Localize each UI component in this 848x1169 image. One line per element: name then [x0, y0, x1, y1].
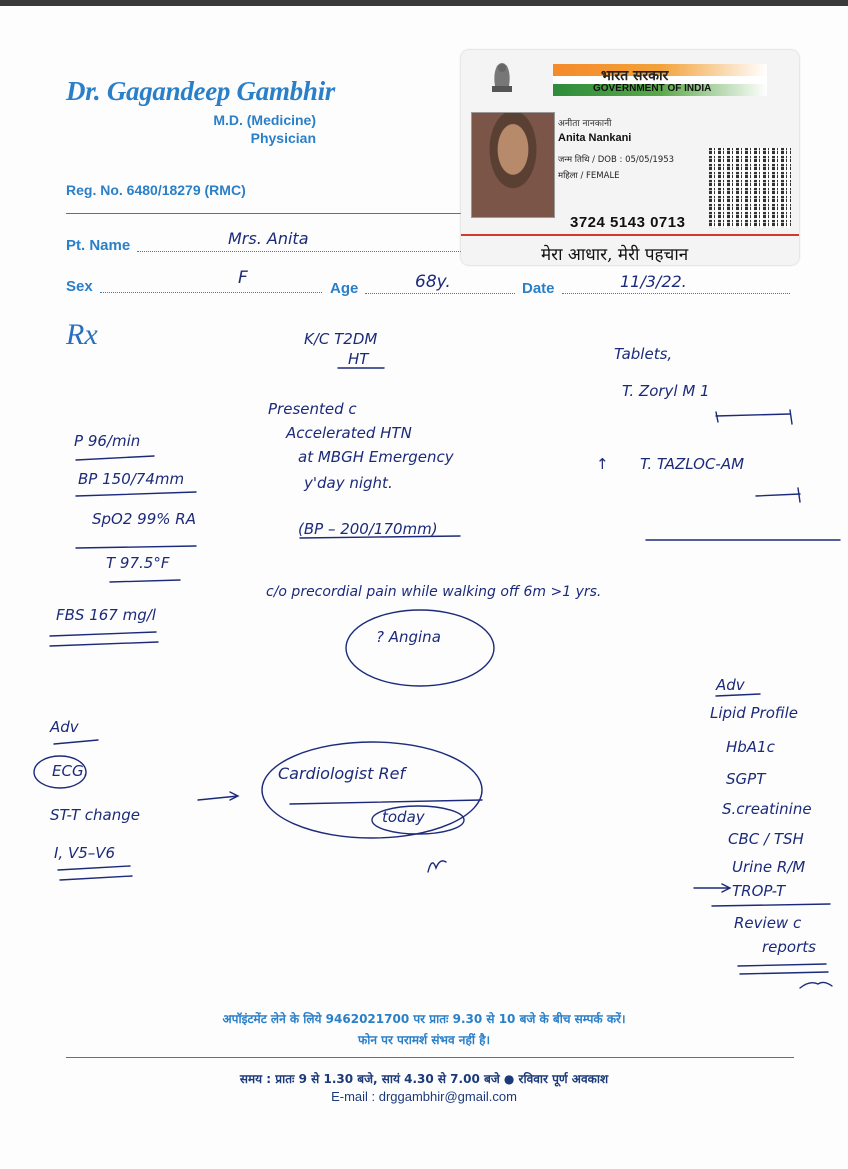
phone-note: फोन पर परामर्श संभव नहीं है। [357, 1033, 491, 1047]
adv-item-hba1c: HbA1c [726, 738, 775, 756]
vital-bp: BP 150/74mm [78, 470, 185, 488]
vital-temp: T 97.5°F [106, 554, 170, 572]
date-label: Date [522, 280, 555, 297]
aadhaar-number: 3724 5143 0713 [570, 214, 686, 231]
referral-today: today [382, 808, 425, 826]
temp-underline [110, 580, 180, 582]
adv-item-sgpt: SGPT [726, 770, 766, 788]
doctor-name: Dr. Gagandeep Gambhir [66, 76, 335, 106]
aadhaar-header: GOVERNMENT OF INDIA [593, 83, 712, 94]
fbs-underline-2 [50, 642, 158, 646]
referral-arrow-icon [198, 792, 238, 800]
adv-item-trop-t: TROP-T [732, 882, 786, 900]
patient-sex-value: F [238, 268, 248, 288]
ecg-findings-underline-2 [60, 876, 132, 880]
complaint-text: c/o precordial pain while walking off 6m >1 yrs. [266, 584, 602, 600]
pulse-underline [76, 456, 154, 460]
vital-spo2: SpO2 99% RA [92, 510, 196, 528]
holder-dob: जन्म तिथि / DOB : 05/05/1953 [558, 155, 675, 165]
footer-divider [66, 1057, 794, 1058]
rx-symbol: Rx [66, 318, 98, 351]
adv-item-lipid: Lipid Profile [710, 704, 798, 722]
cardiologist-referral: Cardiologist Ref [278, 764, 406, 783]
pt-name-label: Pt. Name [66, 237, 131, 254]
ecg-findings-underline-1 [58, 866, 130, 870]
clinic-timing: समय : प्रातः 9 से 1.30 बजे, सायं 4.30 से 7.00 बजे ● रविवार पूर्ण अवकाश [239, 1072, 609, 1086]
adv-item-creatinine: S.creatinine [722, 800, 812, 818]
angina-diagnosis: ? Angina [376, 628, 441, 646]
trop-arrow-icon [694, 884, 730, 892]
ecg-circle [34, 756, 89, 788]
bp-presented-underline [300, 536, 460, 538]
doctor-title: Physician [250, 130, 316, 146]
adv-item-urine: Urine R/M [732, 858, 806, 876]
ecg-finding-1: ST-T change [50, 806, 140, 824]
fbs-underline-1 [50, 632, 156, 636]
registration-number: Reg. No. 6480/18279 (RMC) [66, 182, 246, 198]
signature-1 [428, 861, 446, 872]
holder-name: Anita Nankani [558, 132, 632, 144]
presented-line-3: at MBGH Emergency [298, 448, 454, 466]
holder-hindi-name: अनीता नानकानी [558, 119, 612, 129]
aadhaar-hindi-header: भारत सरकार [601, 68, 669, 84]
increase-arrow-icon: ↑ [596, 455, 609, 473]
presented-line-4: y'day night. [304, 474, 393, 492]
trop-underline [712, 904, 830, 906]
referral-underline [290, 800, 482, 804]
patient-name-value: Mrs. Anita [228, 229, 309, 248]
presented-bp: (BP – 200/170mm) [298, 520, 438, 538]
angina-circle [346, 610, 494, 686]
vital-pulse: P 96/min [74, 432, 141, 450]
review-underline-1 [738, 964, 826, 966]
presented-line-2: Accelerated HTN [286, 424, 412, 442]
patient-age-value: 68y. [415, 272, 451, 292]
adv-item-reports: reports [762, 938, 816, 956]
holder-gender: महिला / FEMALE [558, 171, 620, 181]
ecg-finding-2: I, V5–V6 [54, 844, 116, 862]
adv-item-cbc-tsh: CBC / TSH [728, 830, 804, 848]
presented-line-1: Presented c [268, 400, 357, 418]
spo2-underline [76, 546, 196, 548]
doctor-degree: M.D. (Medicine) [213, 112, 316, 128]
rx-item-1: T. Zoryl M 1 [622, 382, 710, 400]
history-line-2: HT [348, 350, 369, 368]
age-label: Age [330, 280, 359, 297]
ecg-label: ECG. [52, 762, 89, 780]
referral-circle [262, 742, 482, 838]
signature-2 [800, 982, 832, 988]
review-underline-2 [740, 972, 828, 974]
adv-right-underline [716, 694, 760, 696]
adv-left-underline [54, 740, 98, 744]
adv-left-heading: Adv [50, 718, 79, 736]
bp-underline [76, 492, 196, 496]
sex-label: Sex [66, 278, 93, 295]
fbs-value: FBS 167 mg/l [56, 606, 156, 624]
visit-date-value: 11/3/22. [620, 272, 687, 291]
rx-item-2: T. TAZLOC-AM [640, 455, 745, 473]
appointment-note: अपॉइंटमेंट लेने के लिये 9462021700 पर प्रातः 9.30 से 10 बजे के बीच सम्पर्क करें। [222, 1012, 626, 1026]
rx-item-1-duration [716, 414, 790, 416]
today-circle [372, 806, 464, 834]
history-line-1: K/C T2DM [304, 330, 378, 348]
clinic-email: E-mail : drggambhir@gmail.com [331, 1089, 517, 1104]
aadhaar-tagline: मेरा आधार, मेरी पहचान [541, 245, 689, 265]
rx-heading: Tablets, [614, 345, 673, 363]
adv-item-review: Review c [734, 914, 802, 932]
adv-right-heading: Adv [716, 676, 745, 694]
rx-item-2-duration [756, 494, 800, 496]
